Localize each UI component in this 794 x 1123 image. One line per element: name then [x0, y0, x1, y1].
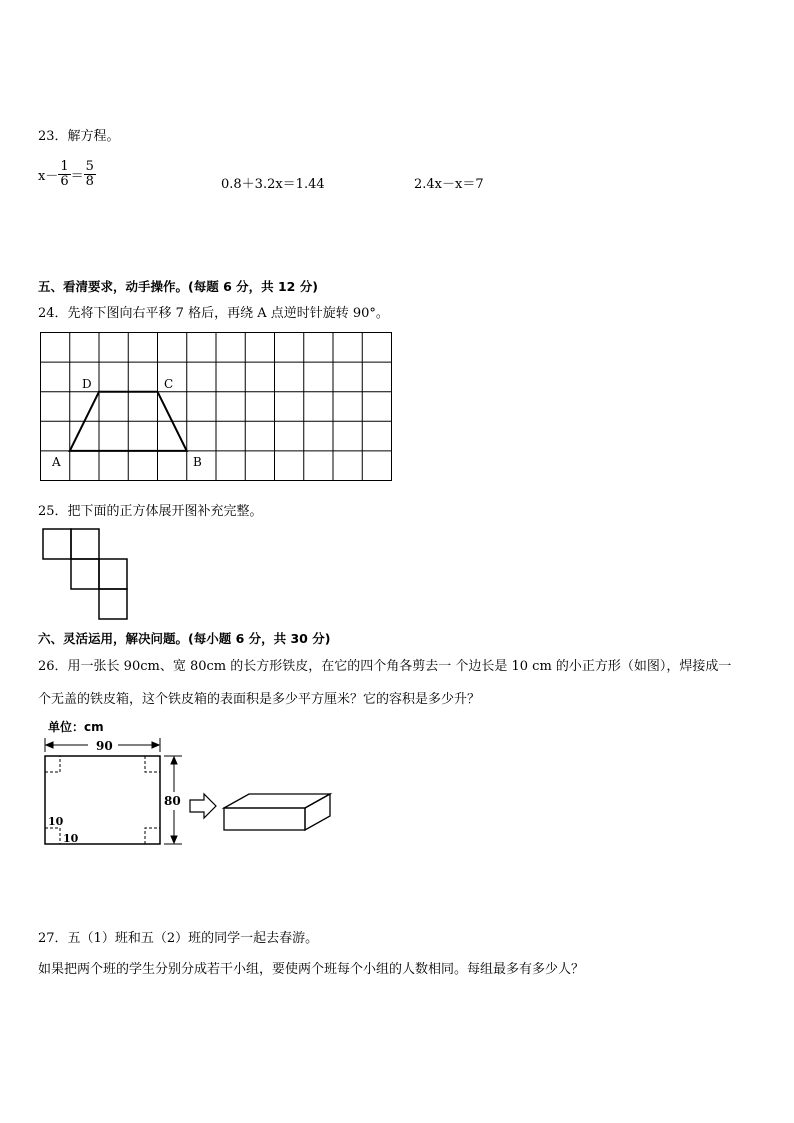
- net-square-5: [99, 589, 127, 619]
- eq1-lhs: x－: [38, 169, 59, 184]
- corner-horizontal-label: 10: [63, 832, 79, 845]
- eq1-fraction-right: [84, 160, 96, 189]
- q24-title: 24．先将下图向右平移 7 格后，再绕 A 点逆时针旋转 90°。: [38, 306, 389, 321]
- q26-line2: 个无盖的铁皮箱，这个铁皮箱的表面积是多少平方厘米？它的容积是多少升？: [38, 692, 481, 707]
- sheet-to-box-figure: [38, 734, 338, 854]
- eq1-right-denominator: 8: [85, 174, 94, 189]
- iron-sheet: [45, 756, 160, 844]
- corner-cuts: [45, 756, 160, 844]
- label-d: D: [82, 377, 92, 391]
- q23-equation-3: 2.4x－x＝7: [414, 177, 484, 192]
- section6-heading: 六、灵活运用，解决问题。(每小题 6 分，共 30 分): [38, 631, 331, 646]
- corner-vertical-label: 10: [48, 815, 64, 828]
- eq1-fraction-left: [58, 160, 70, 189]
- cube-net-figure: [40, 526, 135, 626]
- grid-lines: [41, 333, 392, 481]
- open-box: [224, 794, 330, 830]
- section5-heading: 五、看清要求，动手操作。(每题 6 分，共 12 分): [38, 279, 318, 294]
- q25-title: 25．把下面的正方体展开图补充完整。: [38, 504, 263, 519]
- q27-line1: 27．五（1）班和五（2）班的同学一起去春游。: [38, 931, 319, 946]
- unit-label: 单位：cm: [48, 720, 104, 734]
- label-b: B: [193, 455, 202, 469]
- transform-arrow-icon: [190, 794, 216, 818]
- height-label: 80: [164, 794, 181, 808]
- eq1-numerator: 1: [60, 159, 69, 174]
- net-square-3: [71, 559, 99, 589]
- net-square-1: [43, 529, 71, 559]
- q23-equation-1: [38, 160, 96, 189]
- eq1-denominator: 6: [60, 174, 69, 189]
- eq1-equals: ＝: [70, 169, 84, 184]
- label-c: C: [164, 377, 174, 391]
- q26-line1: 26．用一张长 90cm、宽 80cm 的长方形铁皮，在它的四个角各剪去一 个边长是 10 cm 的小正方形（如图），焊接成一: [38, 659, 732, 674]
- q24-grid-figure: [38, 330, 398, 486]
- label-a: A: [52, 455, 61, 469]
- q23-equation-2: 0.8＋3.2x＝1.44: [221, 177, 325, 192]
- net-square-4: [99, 559, 127, 589]
- width-label: 90: [96, 739, 113, 753]
- eq1-right-numerator: 5: [85, 159, 94, 174]
- q27-line2: 如果把两个班的学生分别分成若干小组，要使两个班每个小组的人数相同。每组最多有多少人？: [38, 962, 585, 977]
- q23-title: 23．解方程。: [38, 129, 120, 144]
- net-square-2: [71, 529, 99, 559]
